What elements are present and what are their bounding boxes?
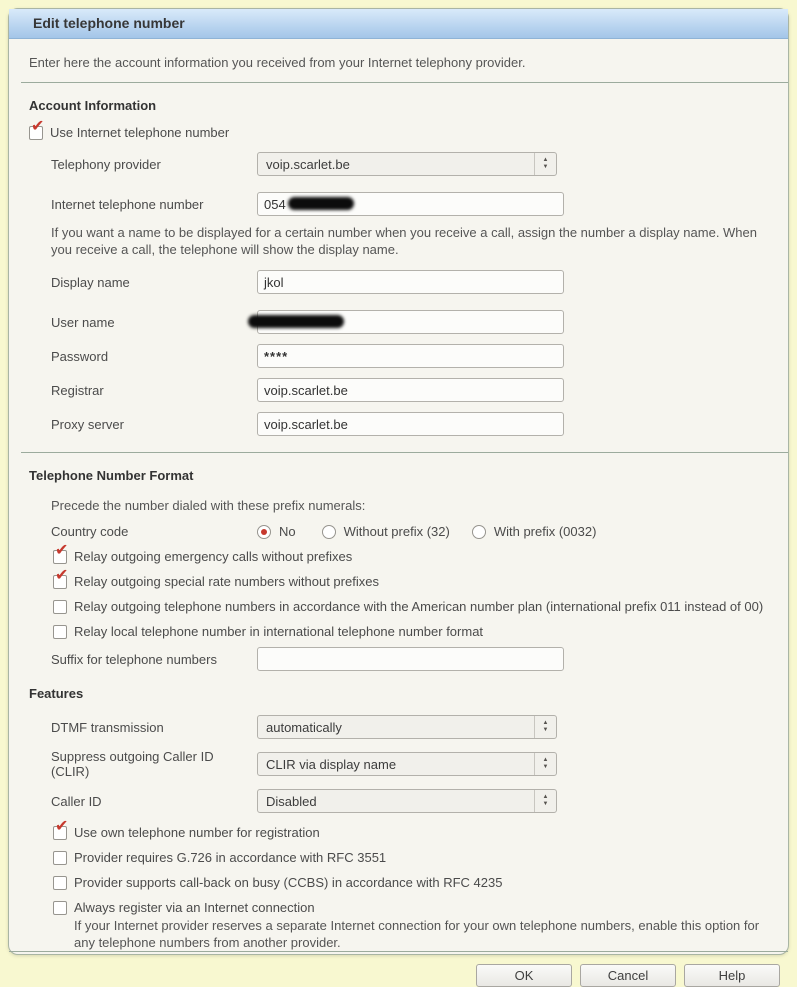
clir-row [51, 749, 768, 779]
spinner-control[interactable] [534, 790, 556, 812]
relay-american-plan-label: Relay outgoing telephone numbers in accordance with the American number plan (international prefix 011 instead of 00) [74, 599, 764, 614]
spinner-up-icon: ▲ [542, 157, 549, 163]
spinner-up-icon: ▲ [542, 757, 549, 763]
cancel-button[interactable]: Cancel [580, 964, 676, 987]
spinner-down-icon: ▼ [542, 801, 549, 807]
caller-id-label: Caller ID [51, 793, 102, 809]
help-button[interactable]: Help [684, 964, 780, 987]
spinner-down-icon: ▼ [542, 727, 549, 733]
suffix-label: Suffix for telephone numbers [51, 651, 217, 667]
display-name-note: If you want a name to be displayed for a certain number when you receive a call, assign the number a display name. When you receive a call, the telephone will show the display name. [51, 225, 757, 257]
clir-select[interactable] [257, 752, 557, 776]
redaction-scribble [248, 315, 344, 328]
always-register-checkbox-row [53, 900, 768, 915]
spinner-control[interactable] [534, 753, 556, 775]
radio-button[interactable] [322, 525, 336, 539]
caller-id-row [51, 789, 768, 813]
relay-american-plan-checkbox-row [53, 599, 768, 614]
dtmf-label: DTMF transmission [51, 719, 164, 735]
internet-number-row [51, 192, 768, 216]
redaction-scribble [288, 197, 354, 210]
suffix-row [51, 647, 768, 671]
proxy-server-value: voip.scarlet.be [264, 416, 348, 432]
relay-emergency-checkbox[interactable] [53, 542, 69, 564]
ok-button[interactable]: OK [476, 964, 572, 987]
checkmark-icon: ✔ [31, 118, 45, 135]
proxy-server-input[interactable] [257, 412, 564, 436]
relay-international-format-checkbox-row [53, 624, 768, 639]
radio-option-no[interactable] [257, 524, 296, 539]
dtmf-row [51, 715, 768, 739]
always-register-checkbox[interactable] [53, 901, 67, 915]
registrar-label: Registrar [51, 382, 104, 398]
g726-label: Provider requires G.726 in accordance with RFC 3551 [74, 850, 387, 865]
spinner-up-icon: ▲ [542, 720, 549, 726]
relay-special-rate-checkbox-row [53, 567, 768, 589]
radio-option-without-prefix[interactable] [322, 524, 450, 539]
radio-option-with-prefix[interactable] [472, 524, 597, 539]
telephony-provider-label: Telephony provider [51, 156, 161, 172]
checkmark-icon: ✔ [55, 542, 69, 559]
relay-american-plan-checkbox[interactable] [53, 600, 67, 614]
dialog-title: Edit telephone number [9, 9, 788, 39]
ccbs-label: Provider supports call-back on busy (CCBS) in accordance with RFC 4235 [74, 875, 503, 890]
checkmark-icon: ✔ [55, 818, 69, 835]
caller-id-select[interactable] [257, 789, 557, 813]
spinner-down-icon: ▼ [542, 764, 549, 770]
clir-label: Suppress outgoing Caller ID (CLIR) [51, 749, 214, 779]
spinner-down-icon: ▼ [542, 164, 549, 170]
country-code-radiogroup [257, 524, 622, 539]
relay-emergency-checkbox-row [53, 542, 768, 564]
spinner-control[interactable] [534, 716, 556, 738]
relay-emergency-label: Relay outgoing emergency calls without prefixes [74, 549, 353, 564]
radio-dot [261, 529, 267, 535]
relay-special-rate-checkbox[interactable] [53, 567, 69, 589]
clir-value: CLIR via display name [266, 756, 397, 772]
g726-checkbox-row [53, 850, 768, 865]
always-register-note: If your Internet provider reserves a separate Internet connection for your own telephone numbers, enable this option for any telephone numbers from another provider. [74, 918, 760, 950]
use-internet-number-label: Use Internet telephone number [50, 125, 230, 140]
spinner-up-icon: ▲ [542, 794, 549, 800]
display-name-input[interactable] [257, 270, 564, 294]
radio-button[interactable] [257, 525, 271, 539]
radio-label: Without prefix (32) [343, 524, 450, 539]
own-number-registration-label: Use own telephone number for registration [74, 825, 320, 840]
user-name-input[interactable] [257, 310, 564, 334]
use-internet-number-checkbox-row [29, 118, 768, 140]
registrar-input[interactable] [257, 378, 564, 402]
ccbs-checkbox-row [53, 875, 768, 890]
separator [21, 452, 788, 453]
checkmark-icon: ✔ [55, 567, 69, 584]
section-heading-features: Features [29, 686, 84, 701]
edit-telephone-number-dialog [8, 8, 789, 983]
password-input[interactable] [257, 344, 564, 368]
country-code-row [51, 524, 768, 539]
display-name-value: jkol [264, 274, 284, 290]
user-name-row [51, 310, 768, 334]
registrar-value: voip.scarlet.be [264, 382, 348, 398]
always-register-label: Always register via an Internet connection [74, 900, 315, 915]
proxy-server-label: Proxy server [51, 416, 124, 432]
display-name-row [51, 270, 768, 294]
ccbs-checkbox[interactable] [53, 876, 67, 890]
radio-button[interactable] [472, 525, 486, 539]
use-internet-number-checkbox[interactable] [29, 118, 45, 140]
suffix-input[interactable] [257, 647, 564, 671]
display-name-label: Display name [51, 274, 130, 290]
proxy-server-row [51, 412, 768, 436]
precede-text: Precede the number dialed with these prefix numerals: [51, 498, 366, 513]
spinner-control[interactable] [534, 153, 556, 175]
caller-id-value: Disabled [266, 793, 317, 809]
internet-number-input[interactable] [257, 192, 564, 216]
password-value: **** [264, 348, 289, 364]
separator [21, 82, 788, 83]
dtmf-value: automatically [266, 719, 342, 735]
registrar-row [51, 378, 768, 402]
dialog-content [9, 39, 788, 951]
telephony-provider-value: voip.scarlet.be [266, 156, 350, 172]
internet-number-value: 054 [264, 196, 286, 212]
radio-label: With prefix (0032) [493, 524, 597, 539]
own-number-registration-checkbox-row [53, 818, 768, 840]
internet-number-label: Internet telephone number [51, 196, 204, 212]
country-code-label: Country code [51, 524, 129, 539]
radio-label: No [279, 524, 296, 539]
dialog-footer [9, 951, 788, 987]
section-heading-account: Account Information [29, 98, 157, 113]
relay-special-rate-label: Relay outgoing special rate numbers without prefixes [74, 574, 379, 589]
own-number-registration-checkbox[interactable] [53, 818, 69, 840]
intro-text: Enter here the account information you received from your Internet telephony provider. [29, 55, 526, 70]
password-label: Password [51, 348, 109, 364]
section-heading-number-format: Telephone Number Format [29, 468, 194, 483]
relay-international-format-checkbox[interactable] [53, 625, 67, 639]
telephony-provider-select[interactable] [257, 152, 557, 176]
relay-international-format-label: Relay local telephone number in international telephone number format [74, 624, 484, 639]
g726-checkbox[interactable] [53, 851, 67, 865]
password-row [51, 344, 768, 368]
telephony-provider-row [51, 152, 768, 176]
user-name-label: User name [51, 314, 115, 330]
dtmf-select[interactable] [257, 715, 557, 739]
button-row [9, 952, 788, 987]
